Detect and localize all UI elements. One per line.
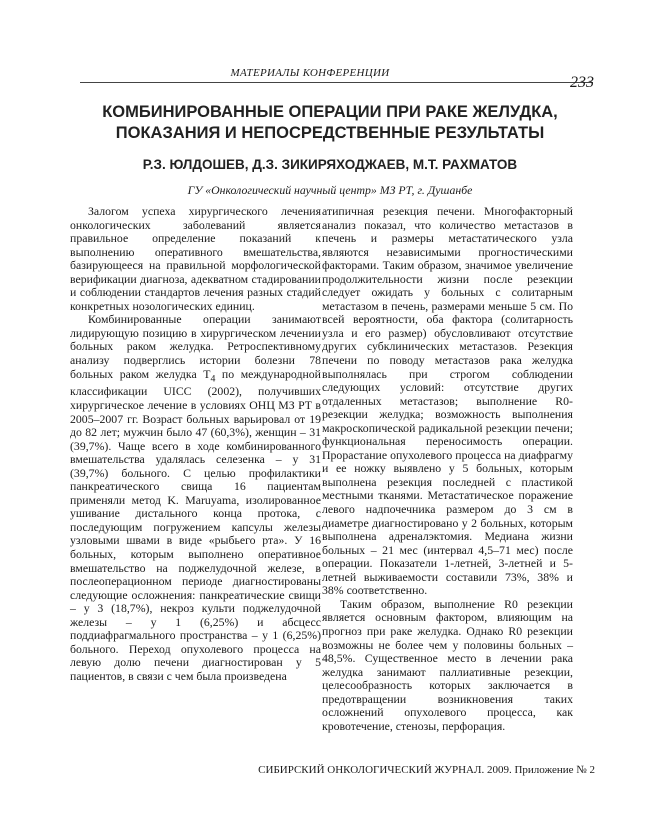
article-authors: Р.З. ЮЛДОШЕВ, Д.З. ЗИКИРЯХОДЖАЕВ, М.Т. РАХМАТОВ [142, 157, 518, 172]
page-number: 233 [570, 74, 594, 91]
title-line-2: ПОКАЗАНИЯ И НЕПОСРЕДСТВЕННЫЕ РЕЗУЛЬТАТЫ [115, 124, 545, 142]
running-title: МАТЕРИАЛЫ КОНФЕРЕНЦИИ [230, 67, 390, 79]
text-column-right [322, 205, 573, 733]
paragraph-methods-start: Комбинированные операции занимают лидирующую позицию в хирургическом лечении больных раком желудка. Ретроспективному анализу подверглись истории болезни 78 больных раком желудка T [70, 312, 321, 381]
t-stage-subscript: 4 [210, 372, 216, 384]
article-affiliation: ГУ «Онкологический научный центр» МЗ РТ, г. Душанбе [187, 183, 473, 197]
title-line-1: КОМБИНИРОВАННЫЕ ОПЕРАЦИИ ПРИ РАКЕ ЖЕЛУДКА, [102, 103, 558, 121]
paragraph-intro: Залогом успеха хирургического лечения онкологических заболеваний является правильное определение показаний к выполнению оперативного вмешательства, базирующееся на правильной морфологической верификации диагноза, адекватном стадировании и соблюдении стандартов лечения разных стадий конкретных нозологических единиц. [70, 204, 321, 313]
paragraph-methods-results [70, 313, 321, 683]
header-rule [80, 82, 593, 83]
journal-footer: СИБИРСКИЙ ОНКОЛОГИЧЕСКИЙ ЖУРНАЛ. 2009. Приложение № 2 [258, 764, 595, 776]
paragraph-methods-rest: по международной классификации UICC (2002), получивших хирургическое лечение в условиях ОНЦ МЗ РТ в 2005–2007 гг. Возраст больных варьировал от 19 до 82 лет; мужчин было 47 (60,3%), женщин – 31 (39,7%). Чаще всего в ходе комбинированного вмешательства удалялась селезенка – у 31 (39,7%) больного. С целью профилактики панкреатического свища 16 пациентам применяли метод K. Maruyama, изолированное ушивание дистального конца протока, с последующим погружением капсулы железы узловыми швами в виде «рыбьего рта». У 16 больных, которым выполнено оперативное вмешательство на поджелудочной железе, в послеоперационном периоде диагностированы следующие осложнения: панкреатические свищи – у 3 (18,7%), некроз культи поджелудочной железы – у 1 (6,25%) и абсцесс поддиафрагмального пространства – у 1 (6,25%) больного. Переход опухолевого процесса на левую долю печени диагностирован у 5 пациентов, в связи с чем была произведена [70, 366, 321, 683]
paragraph-conclusion: Таким образом, выполнение R0 резекции является основным фактором, влияющим на прогноз при раке желудка. Однако R0 резекции возможны не более чем у половины больных – 48,5%. Существенное место в лечении рака желудка занимают паллиативные резекции, целесообразность которых заключается в предотвращении возникновения таких осложнений опухолевого процесса, как кровотечение, стенозы, перфорация. [322, 596, 573, 733]
text-column-left [70, 205, 321, 684]
article-title [70, 102, 590, 144]
paragraph-methods-continued: атипичная резекция печени. Многофакторный анализ показал, что количество метастазов в печень и размеры метастатического узла являются независимыми прогностическими факторами. Таким образом, значимое увеличение продолжительности жизни после резекции следует ожидать у больных с солитарным метастазом в печень, размерами меньше 5 см. По всей вероятности, оба фактора (солитарность узла и его размер) обусловливают отсутствие других субклинических метастазов. Резекция печени по поводу метастазов рака желудка выполнялась при строгом соблюдении следующих условий: отсутствие других отдаленных метастазов; выполнение R0-резекции желудка; возможность выполнения макроскопической радикальной резекции печени; функциональная переносимость операции. Прорастание опухолевого процесса на диафрагму и ее ножку выявлено у 5 больных, которым выполнена резекция последней с пластикой местными тканями. Метастатическое поражение левого надпочечника размером до 3 см в диаметре диагностировано у 2 больных, которым выполнена адреналэктомия. Медиана жизни больных – 21 мес (интервал 4,5–71 мес) после операции. Показатели 1-летней, 3-летней и 5-летней выживаемости составили 73%, 38% и 38% соответственно. [322, 204, 573, 598]
